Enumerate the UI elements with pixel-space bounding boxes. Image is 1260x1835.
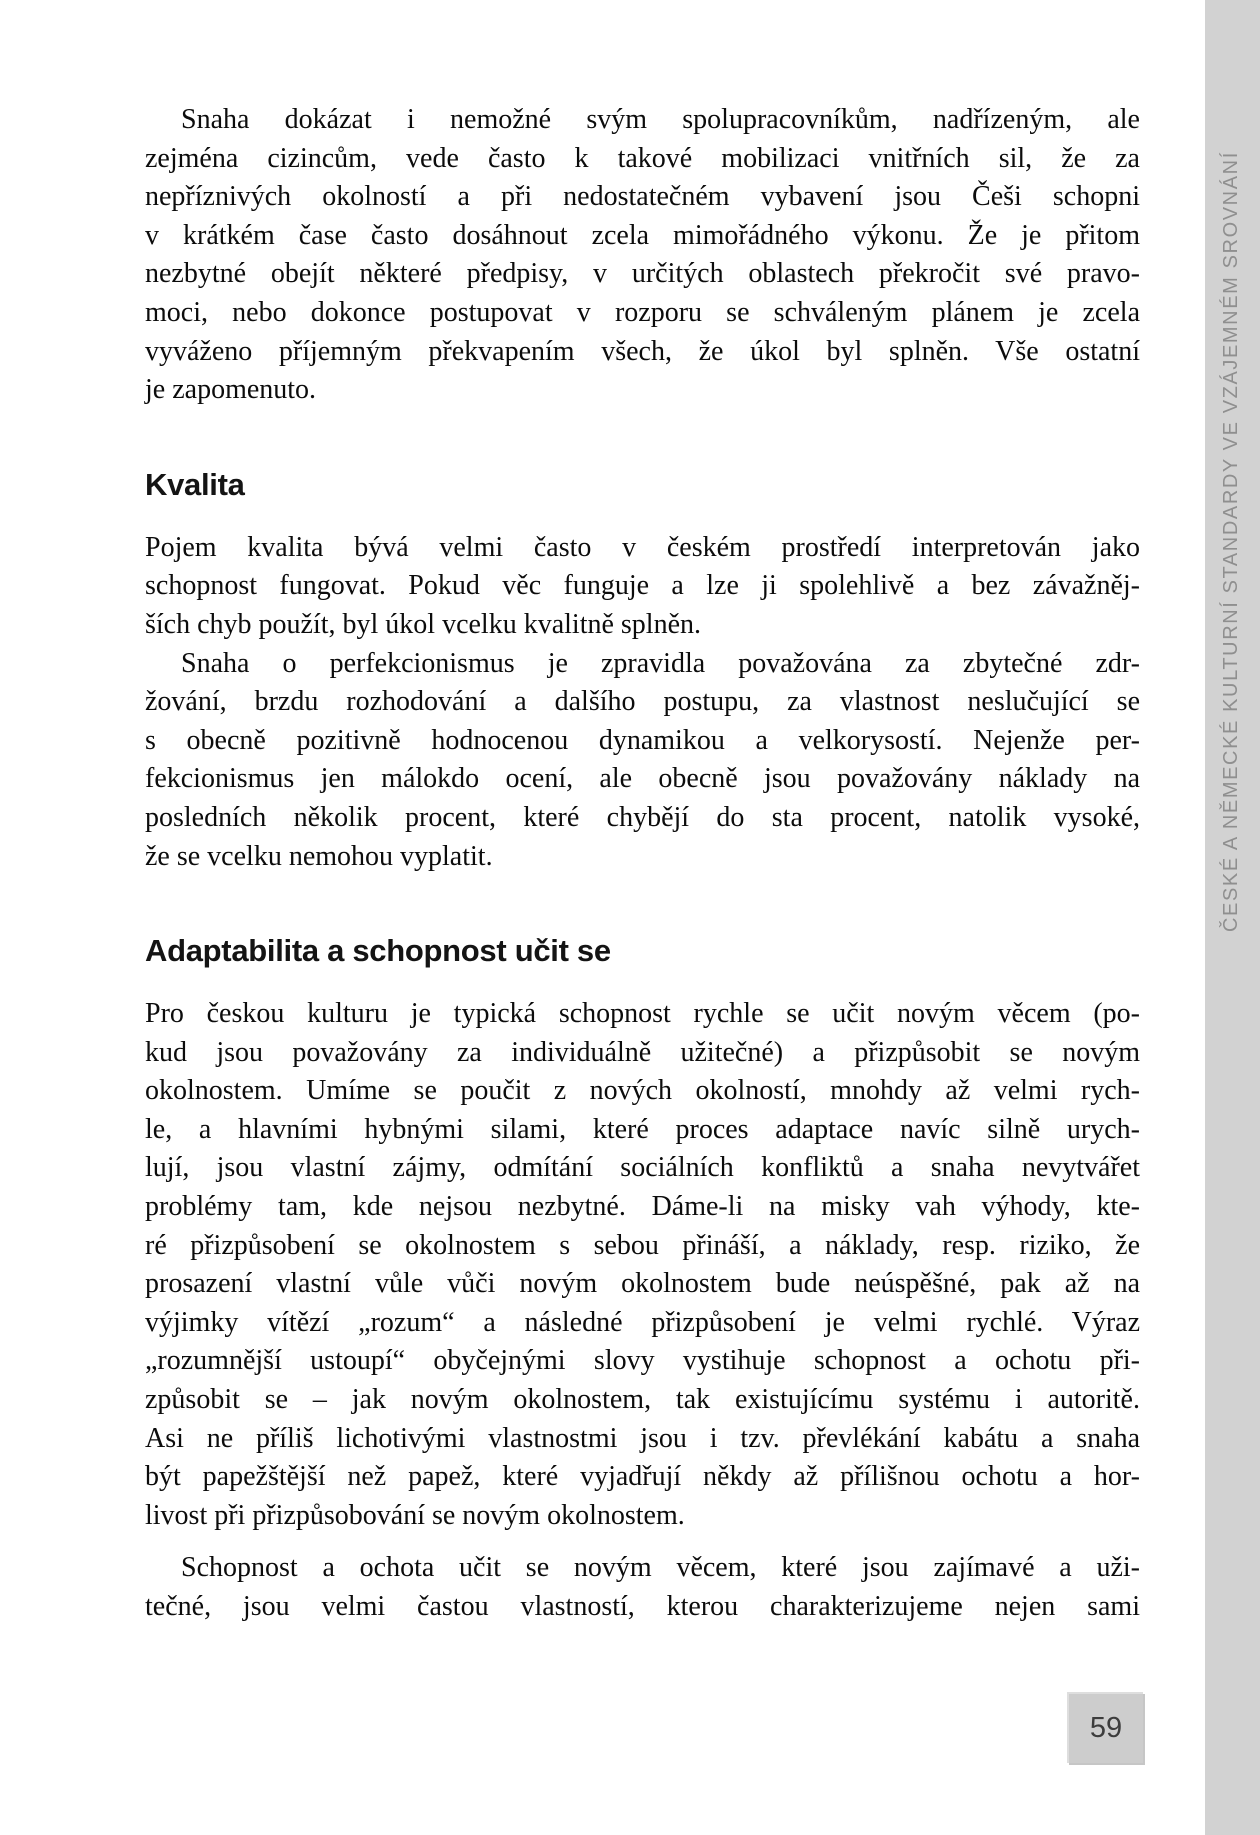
paragraph-line: ré přizpůsobení se okolnostem s sebou přináší, a náklady, resp. riziko, že: [145, 1229, 1140, 1261]
paragraph-line: vyváženo příjemným překvapením všech, že úkol byl splněn. Vše ostatní: [145, 335, 1140, 367]
paragraph: [145, 1549, 1140, 1626]
paragraph: [145, 101, 1140, 410]
paragraph-line: nezbytné obejít některé předpisy, v určitých oblastech překročit své pravo-: [145, 258, 1140, 290]
paragraph-line: Snaha o perfekcionismus je zpravidla považována za zbytečné zdr-: [181, 647, 1140, 679]
paragraph-line: fekcionismus jen málokdo ocení, ale obecně jsou považovány náklady na: [145, 763, 1140, 795]
paragraph-line: okolnostem. Umíme se poučit z nových okolností, mnohdy až velmi rych-: [145, 1075, 1140, 1107]
paragraph-line: Pro českou kulturu je typická schopnost rychle se učit novým věcem (po-: [145, 998, 1140, 1030]
paragraph: [145, 645, 1140, 877]
page-number: 59: [1089, 1712, 1123, 1744]
paragraph-line: Asi ne příliš lichotivými vlastnostmi jsou i tzv. převlékání kabátu a snaha: [145, 1422, 1140, 1454]
paragraph-line: s obecně pozitivně hodnocenou dynamikou a velkorysostí. Nejenže per-: [145, 724, 1140, 756]
paragraph-line: kud jsou považovány za individuálně užitečné) a přizpůsobit se novým: [145, 1036, 1140, 1068]
paragraph-line: způsobit se – jak novým okolnostem, tak existujícímu systému i autoritě.: [145, 1384, 1140, 1416]
paragraph-line: „rozumnější ustoupí“ obyčejnými slovy vystihuje schopnost a ochotu při-: [145, 1345, 1140, 1377]
paragraph: [145, 995, 1140, 1535]
page-number-box: [1067, 1692, 1143, 1763]
page-body-text: [145, 101, 1140, 1627]
paragraph-line: v krátkém čase často dosáhnout zcela mimořádného výkonu. Že je přitom: [145, 219, 1140, 251]
paragraph-line: lují, jsou vlastní zájmy, odmítání sociálních konfliktů a snaha nevytvářet: [145, 1152, 1140, 1184]
section-heading: Adaptabilita a schopnost učit se: [145, 933, 611, 969]
paragraph-line: výjimky vítězí „rozum“ a následné přizpůsobení je velmi rychlé. Výraz: [145, 1306, 1140, 1338]
paragraph-line: žování, brzdu rozhodování a dalšího postupu, za vlastnost neslučující se: [145, 686, 1140, 718]
paragraph-line: problémy tam, kde nejsou nezbytné. Dáme-li na misky vah výhody, kte-: [145, 1191, 1140, 1223]
paragraph-line: schopnost fungovat. Pokud věc funguje a lze ji spolehlivě a bez závažněj-: [145, 570, 1140, 602]
paragraph-line: že se vcelku nemohou vyplatit.: [145, 840, 493, 872]
paragraph-line: le, a hlavními hybnými silami, které proces adaptace navíc silně urych-: [145, 1113, 1140, 1145]
paragraph-line: ších chyb použít, byl úkol vcelku kvalitně splněn.: [145, 608, 702, 640]
paragraph-line: Pojem kvalita bývá velmi často v českém prostředí interpretován jako: [145, 531, 1140, 563]
chapter-vertical-caption: ČESKÉ A NĚMECKÉ KULTURNÍ STANDARDY VE VZÁJEMNÉM SROVNÁNÍ: [1220, 151, 1242, 932]
paragraph-line: nepříznivých okolností a při nedostatečném vybavení jsou Češi schopni: [145, 181, 1140, 213]
paragraph-line: zejména cizincům, vede často k takové mobilizaci vnitřních sil, že za: [145, 142, 1140, 174]
paragraph-line: moci, nebo dokonce postupovat v rozporu se schváleným plánem je zcela: [145, 296, 1140, 328]
paragraph-line: tečné, jsou velmi častou vlastností, kterou charakterizujeme nejen sami: [145, 1591, 1140, 1622]
paragraph-line: posledních několik procent, které chybějí do sta procent, natolik vysoké,: [145, 801, 1140, 833]
paragraph-line: prosazení vlastní vůle vůči novým okolnostem bude neúspěšné, pak až na: [145, 1268, 1140, 1300]
paragraph-line: livost při přizpůsobování se novým okolnostem.: [145, 1499, 685, 1531]
section-heading: Kvalita: [145, 466, 245, 502]
paragraph-line: být papežštější než papež, které vyjadřují někdy až přílišnou ochotu a hor-: [145, 1461, 1140, 1493]
paragraph: [145, 529, 1140, 645]
paragraph-line: Schopnost a ochota učit se novým věcem, které jsou zajímavé a uži-: [181, 1552, 1140, 1584]
paragraph-line: je zapomenuto.: [145, 374, 317, 406]
paragraph-line: Snaha dokázat i nemožné svým spolupracovníkům, nadřízeným, ale: [181, 104, 1140, 135]
